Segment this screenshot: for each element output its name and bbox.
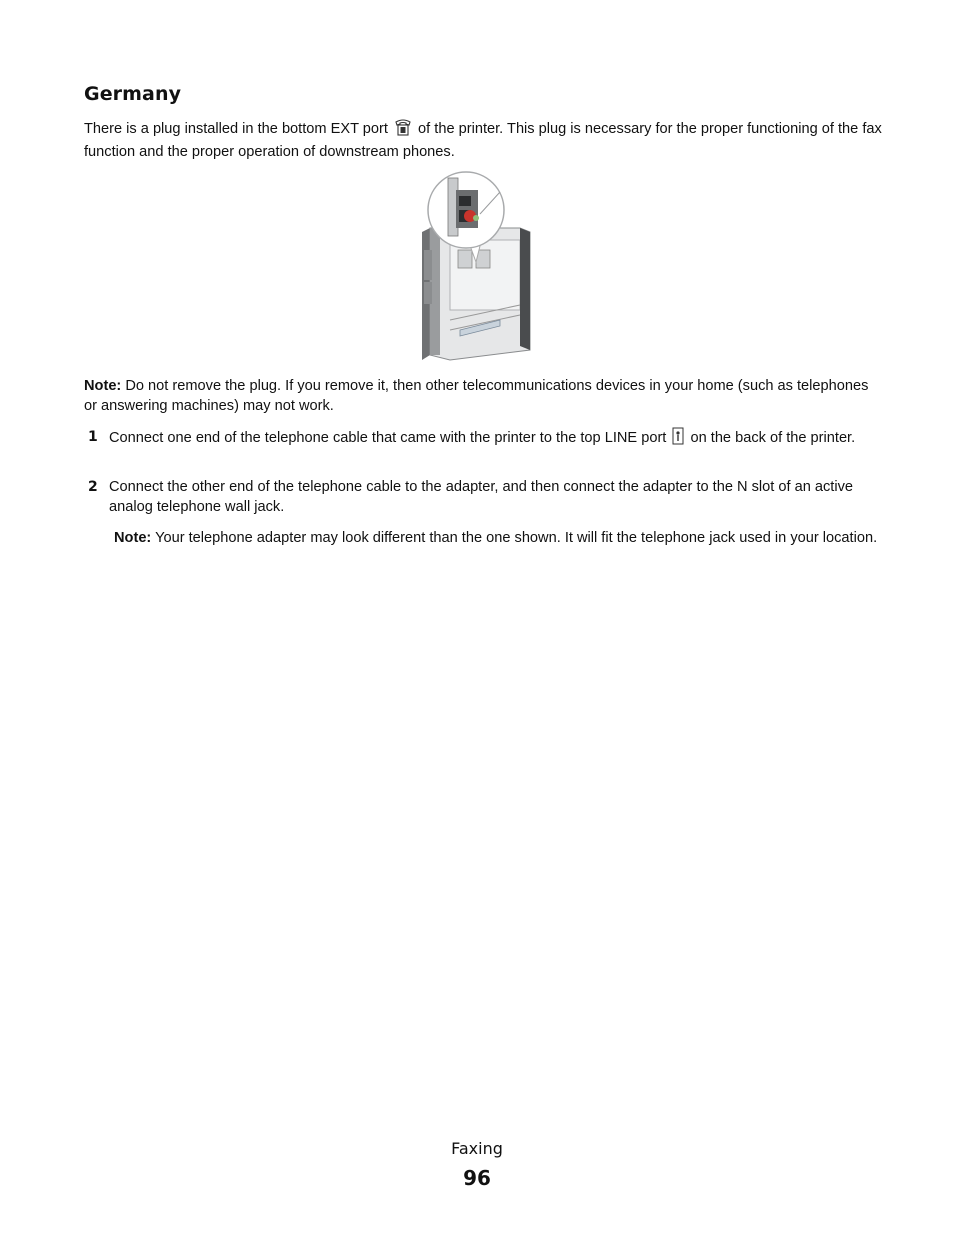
note-text: Your telephone adapter may look different than the one shown. It will fit the telephone jack used in your location. — [151, 530, 878, 546]
note-text: Do not remove the plug. If you remove it, then other telecommunications devices in your home (such as telephones or answering machines) may not work. — [84, 378, 869, 414]
step-number: 1 — [88, 429, 98, 445]
step-text: Connect the other end of the telephone cable to the adapter, and then connect the adapter to the N slot of an active analog telephone wall jack. — [109, 479, 854, 515]
intro-paragraph — [84, 118, 884, 162]
line-port-icon — [672, 427, 684, 451]
section-title: Germany — [84, 83, 182, 105]
note-label: Note: — [84, 378, 122, 394]
footer-section-name: Faxing — [451, 1139, 503, 1158]
step-text — [109, 427, 879, 451]
intro-text-start: There is a plug installed in the bottom EXT port — [84, 121, 392, 137]
note-remove-plug — [84, 376, 884, 416]
page-number: 96 — [463, 1166, 491, 1190]
step-text-start: Connect one end of the telephone cable that came with the printer to the top LINE port — [109, 430, 671, 446]
note-label: Note: — [114, 530, 152, 546]
ext-phone-port-icon — [394, 118, 412, 142]
intro-text-end: of the printer. This plug is necessary for the proper functioning of the fax function and the proper operation of downstream phones. — [84, 121, 882, 160]
printer-plug-illustration — [420, 170, 536, 362]
note-adapter — [114, 528, 884, 548]
step-number: 2 — [88, 479, 98, 495]
step-text-end: on the back of the printer. — [686, 430, 856, 446]
